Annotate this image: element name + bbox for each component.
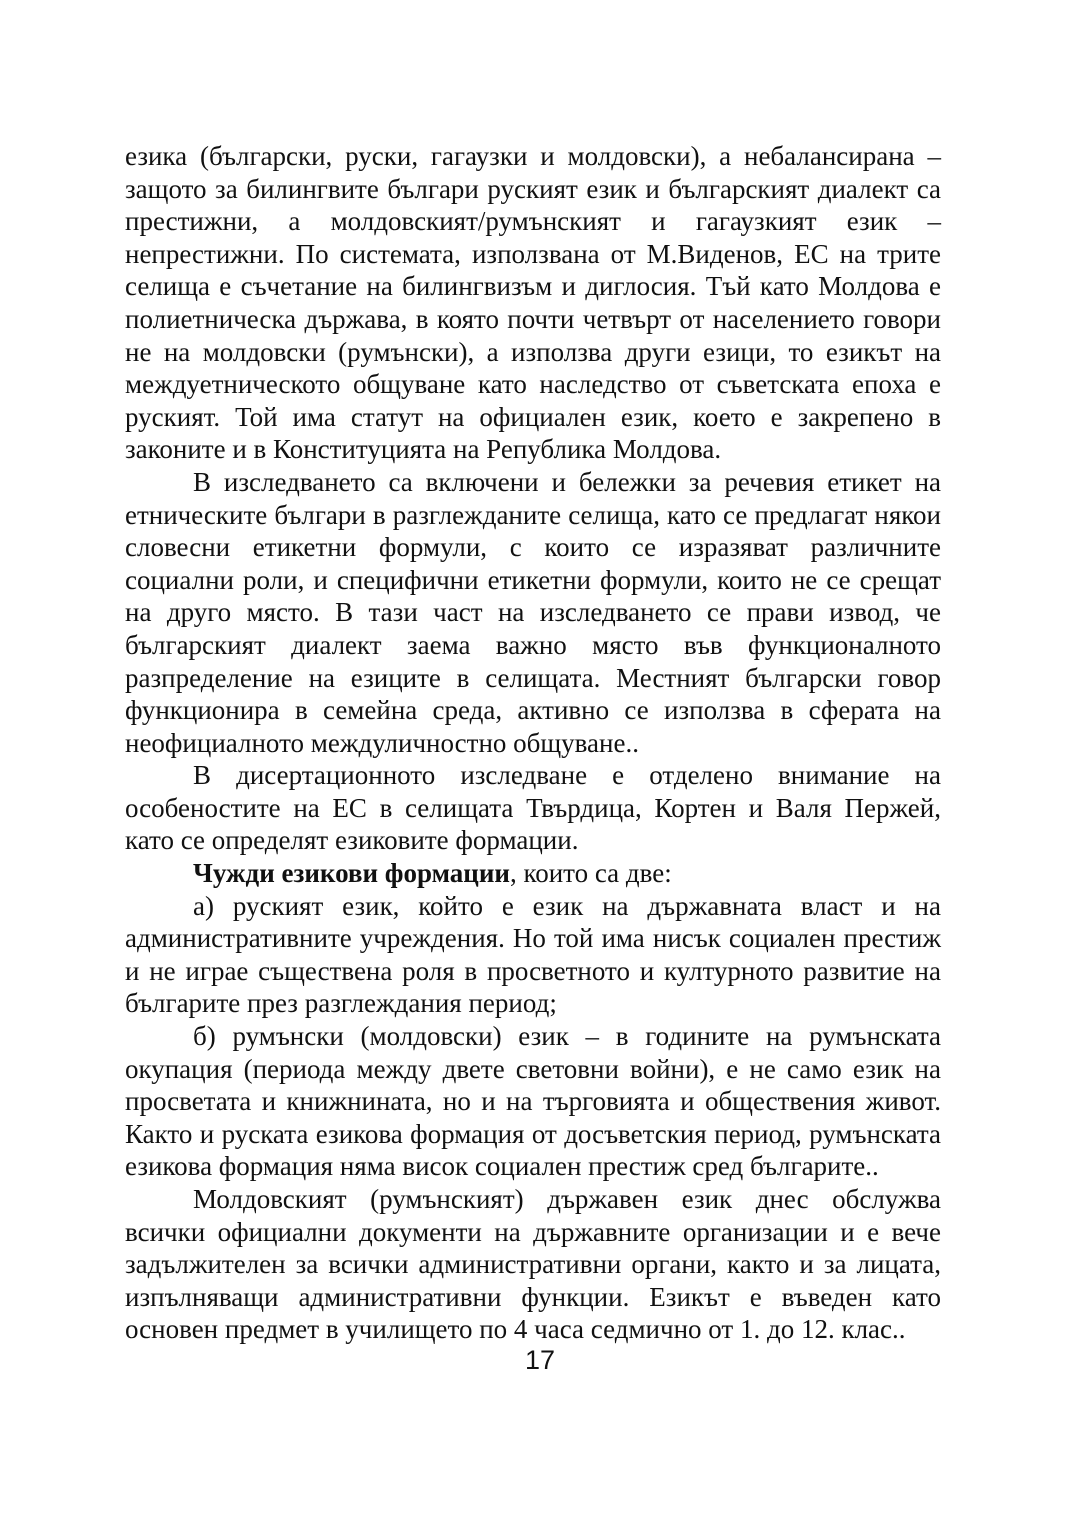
paragraph-speech-etiquette: В изследването са включени и бележки за речевия етикет на етническите българи в разглежданите селища, като се предлагат някои словесни етикетни формули, с които се изразяват различните социални роли, и специфични етикетни формули, които не се срещат на друго място. В тази част на изследването се прави извод, че българският диалект заема важно място във функционалното разпределение на езиците в селищата. Местният български говор функционира в семейна среда, активно се използва в сферата на неофициалното междуличностно общуване.. xyxy=(125,466,941,758)
paragraph-continuation: езика (български, руски, гагаузки и молдовски), а небалансирана – защото за билингвите българи руският език и българският диалект са престижни, а молдовският/румънският и гагаузкият език – непрестижни. По системата, използвана от М.Виденов, ЕС на трите селища е съчетание на билингвизъм и диглосия. Тъй като Молдова е полиетническа държава, в която почти четвърт от населението говори не на молдовски (румънски), а използва други езици, то езикът на междуетническото общуване като наследство от съветската епоха е руският. Той има статут на официален език, което е закрепено в законите и в Конституцията на Република Молдова. xyxy=(125,141,941,465)
list-item-russian: а) руският език, който е език на държавната власт и на административните учреждения. Но той има нисък социален престиж и не играе съществена роля в просветното и културното развитие на българите през разглеждания период; xyxy=(125,890,941,1019)
paragraph-foreign-formations-heading xyxy=(125,857,941,890)
page-number: 17 xyxy=(524,1345,556,1375)
heading-rest: , които са две: xyxy=(509,858,672,889)
paragraph-state-language: Молдовският (румънският) държавен език днес обслужва всички официални документи на държавните организации и е вече задължителен за всички административни органи, както и за лицата, изпълняващи административни функции. Езикът е въведен като основен предмет в училището по 4 часа седмично от 1. до 12. клас.. xyxy=(125,1184,941,1345)
list-item-romanian: б) румънски (молдовски) език – в годините на румънската окупация (периода между двете световни войни), е не само език на просветата и книжнината, но и на търговията и обществения живот. Както и руската езикова формация от досъветския период, румънската езикова формация няма висок социален престиж сред българите.. xyxy=(125,1021,941,1182)
bold-term: Чужди езикови формации xyxy=(193,858,510,889)
paragraph-language-formations: В дисертационното изследване е отделено внимание на особеностите на ЕС в селищата Твърдица, Кортен и Валя Пержей, като се определят езиковите формации. xyxy=(125,760,941,856)
document-body xyxy=(125,140,941,1346)
